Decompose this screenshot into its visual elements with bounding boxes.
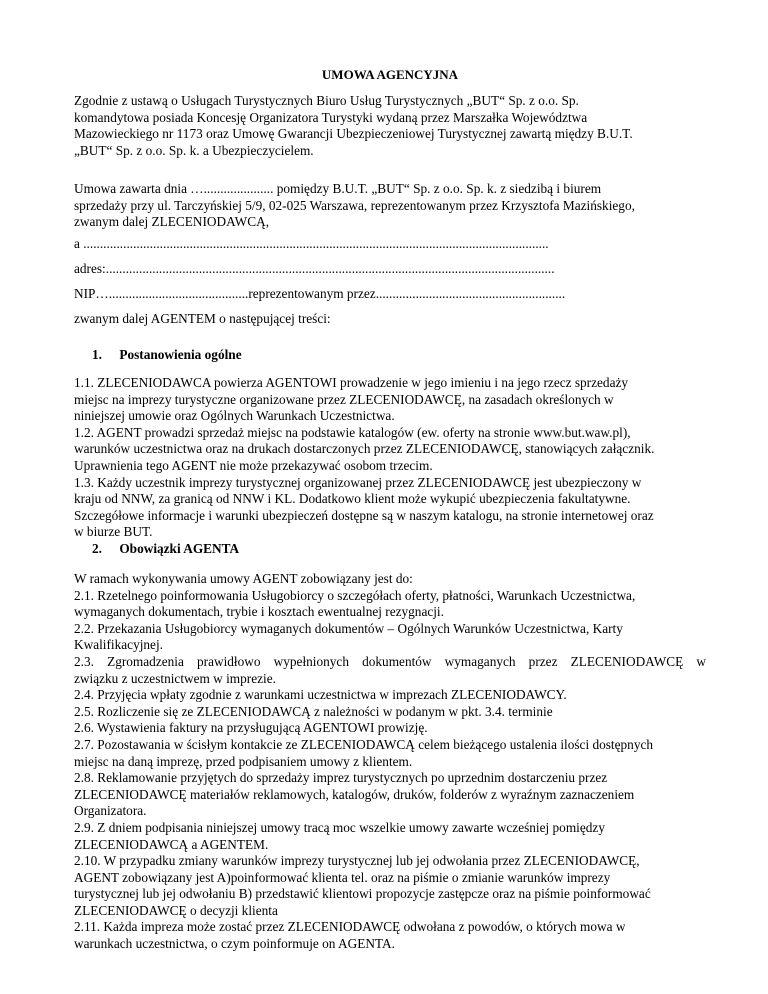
text-line: komandytowa posiada Koncesję Organizatora Turystyki wydaną przez Marszałka Województwa	[74, 109, 588, 125]
text-line: zwanym dalej ZLECENIODAWCĄ,	[74, 214, 270, 230]
text-line: 2.11. Każda impreza może zostać przez ZLECENIODAWCĘ odwołana z powodów, o których mowa w	[74, 919, 626, 935]
intro-paragraph	[74, 93, 706, 159]
text-line: związku z uczestnictwem w imprezie.	[74, 670, 276, 686]
text-line: AGENT zobowiązany jest A)poinformować klienta tel. oraz na piśmie o zmianie warunków imprezy	[74, 869, 611, 885]
text-line: ZLECENIODAWCĄ a AGENTEM.	[74, 836, 269, 852]
text-line: 2.2. Przekazania Usługobiorcy wymaganych dokumentów – Ogólnych Warunków Uczestnictwa, Karty	[74, 620, 623, 636]
section-title: Obowiązki AGENTA	[119, 541, 240, 556]
section-1-body	[74, 375, 706, 541]
text-line: Zgodnie z ustawą o Usługach Turystycznych Biuro Usług Turystycznych „BUT“ Sp. z o.o. Sp.	[74, 93, 579, 108]
text-line: w biurze BUT.	[74, 524, 153, 540]
text-line: 2.10. W przypadku zmiany warunków imprezy turystycznej lub jej odwołania przez ZLECENIODAWCĘ,	[74, 853, 640, 869]
section-title: Postanowienia ogólne	[119, 347, 242, 362]
text-line: Mazowieckiego nr 1173 oraz Umowę Gwarancji Ubezpieczeniowej Turystycznej zawartą między B.U.T.	[74, 126, 633, 142]
document-title: UMOWA AGENCYJNA	[321, 67, 459, 82]
text-line: niniejszej umowie oraz Ogólnych Warunkach Uczestnictwa.	[74, 408, 395, 424]
agent-nip-line: NIP…..........................................reprezentowanym przez.........................................................	[74, 286, 566, 301]
section-number: 1.	[92, 347, 102, 362]
text-line: miejsc na daną imprezę, przed podpisaniem umowy z klientem.	[74, 753, 413, 769]
text-line: Kwalifikacyjnej.	[74, 637, 163, 653]
text-line: warunków uczestnictwa oraz na drukach dostarczonych przez ZLECENIODAWCĘ, stanowiących załącznik.	[74, 441, 655, 457]
text-line: ZLECENIODAWCĘ materiałów reklamowych, katalogów, druków, folderów z wyraźnym zaznaczeniem	[74, 786, 635, 802]
text-line: miejsc na imprezy turystyczne organizowane przez ZLECENIODAWCĘ, na zasadach określonych w	[74, 391, 614, 407]
text-line: Uprawnienia tego AGENT nie może przekazywać osobom trzecim.	[74, 457, 433, 473]
text-line: wymaganych dokumentach, trybie i kosztach ewentualnej rezygnacji.	[74, 604, 444, 620]
text-line: W ramach wykonywania umowy AGENT zobowiązany jest do:	[74, 571, 413, 586]
contract-paragraph	[74, 181, 706, 231]
text-line: 2.7. Pozostawania w ścisłym kontakcie ze ZLECENIODAWCĄ celem bieżącego ustalenia ilości dostępnych	[74, 736, 654, 752]
text-line: ZLECENIODAWCĘ o decyzji klienta	[74, 902, 278, 918]
agent-name-line: a ............................................................................................................................................	[74, 236, 549, 251]
text-line: kraju od NNW, za granicą od NNW i KL. Dodatkowo klient może wykupić ubezpieczenia fakultatywne.	[74, 491, 631, 507]
section-1-heading	[74, 347, 706, 364]
text-line: 2.3. Zgromadzenia prawidłowo wypełnionych dokumentów wymaganych przez ZLECENIODAWCĘ w	[74, 653, 706, 669]
text-line: 2.1. Rzetelnego poinformowania Usługobiorcy o szczegółach oferty, płatności, Warunkach Uczestnictwa,	[74, 587, 636, 603]
agent-address-line: adres:.......................................................................................................................................	[74, 261, 555, 276]
text-line: „BUT“ Sp. z o.o. Sp. k. a Ubezpieczycielem.	[74, 142, 314, 158]
text-line: warunkach uczestnictwa, o czym poinformuje on AGENTA.	[74, 936, 395, 952]
text-line: 2.9. Z dniem podpisania niniejszej umowy tracą moc wszelkie umowy zawarte wcześniej pomiędzy	[74, 819, 605, 835]
text-line: Szczegółowe informacje i warunki ubezpieczeń dostępne są w naszym katalogu, na stronie internetowej oraz	[74, 507, 654, 523]
text-line: turystycznej lub jej odwołaniu B) przedstawić klientowi propozycje zastępcze oraz na piśmie poinformować	[74, 886, 651, 902]
text-line: 2.5. Rozliczenie się ze ZLECENIODAWCĄ z należności w podanym w pkt. 3.4. terminie	[74, 703, 553, 719]
section-2-heading	[74, 541, 706, 558]
section-2-body	[74, 571, 706, 953]
text-line: Organizatora.	[74, 803, 147, 819]
text-line: 1.3. Każdy uczestnik imprezy turystycznej organizowanej przez ZLECENIODAWCĘ jest ubezpieczony w	[74, 474, 642, 490]
text-line: 2.8. Reklamowanie przyjętych do sprzedaży imprez turystycznych po uprzednim dostarczeniu przez	[74, 770, 608, 786]
text-line: 2.4. Przyjęcia wpłaty zgodnie z warunkami uczestnictwa w imprezach ZLECENIODAWCY.	[74, 687, 567, 703]
text-line: sprzedaży przy ul. Tarczyńskiej 5/9, 02-025 Warszawa, reprezentowanym przez Krzysztofa Mazińskiego,	[74, 197, 635, 213]
text-line: 1.2. AGENT prowadzi sprzedaż miejsc na podstawie katalogów (ew. oferty na stronie www.but.waw.pl),	[74, 424, 631, 440]
text-line: 2.6. Wystawienia faktury na przysługującą AGENTOWI prowizję.	[74, 720, 428, 736]
text-line: Umowa zawarta dnia …..................... pomiędzy B.U.T. „BUT“ Sp. z o.o. Sp. k. z siedzibą i biurem	[74, 181, 602, 196]
text-line: 1.1. ZLECENIODAWCA powierza AGENTOWI prowadzenie w jego imieniu i na jego rzecz sprzedaży	[74, 375, 629, 390]
section-number: 2.	[92, 541, 102, 556]
agent-designation-line: zwanym dalej AGENTEM o następującej treści:	[74, 311, 331, 326]
